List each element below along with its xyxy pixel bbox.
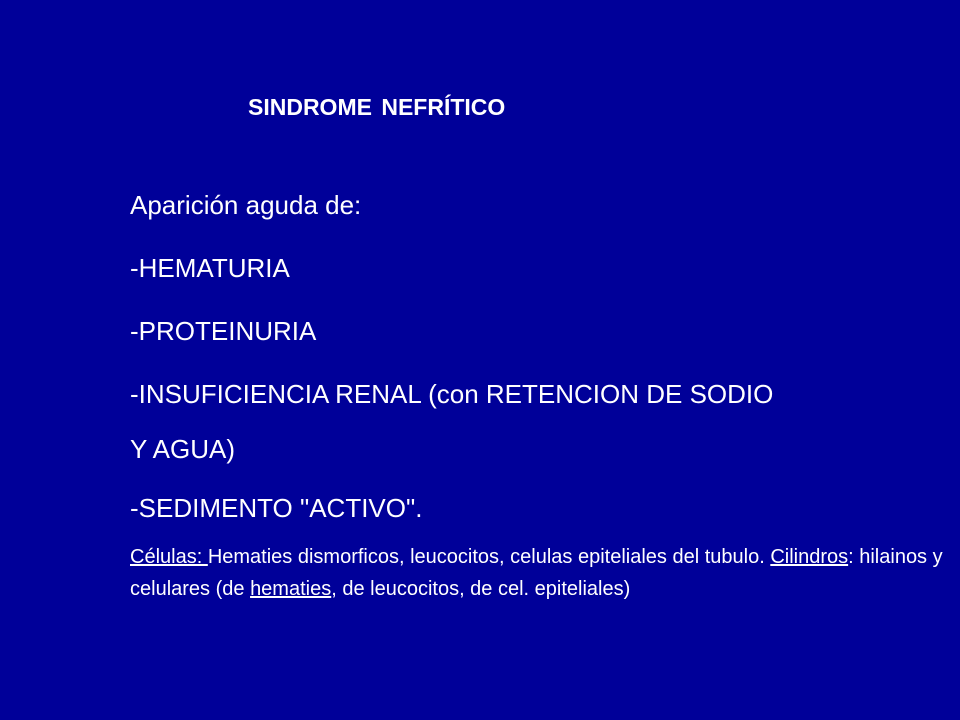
detail-rest: , de leucocitos, de cel. epiteliales)	[331, 578, 631, 600]
bullet-sedimento: -SEDIMENTO "ACTIVO".	[130, 493, 423, 523]
intro-text: Aparición aguda de:	[130, 190, 362, 220]
bullet-insuficiencia-line1: -INSUFICIENCIA RENAL (con RETENCION DE SODIO	[130, 379, 774, 409]
cells-label: Células:	[130, 546, 208, 568]
bullet-proteinuria: -PROTEINURIA	[130, 316, 317, 346]
cylinders-label: Cilindros	[770, 546, 849, 568]
cylinders-text: : hilainos y celulares (de	[130, 546, 943, 600]
cells-text: Hematies dismorficos, leucocitos, celulas epiteliales del tubulo.	[207, 546, 771, 568]
sediment-detail	[130, 541, 945, 605]
slide-title: SINDROME NEFRÍTICO	[248, 94, 506, 120]
bullet-insuficiencia-line2: Y AGUA)	[130, 434, 236, 464]
bullet-hematuria: -HEMATURIA	[130, 253, 290, 283]
hematies-term: hematies	[250, 578, 332, 600]
